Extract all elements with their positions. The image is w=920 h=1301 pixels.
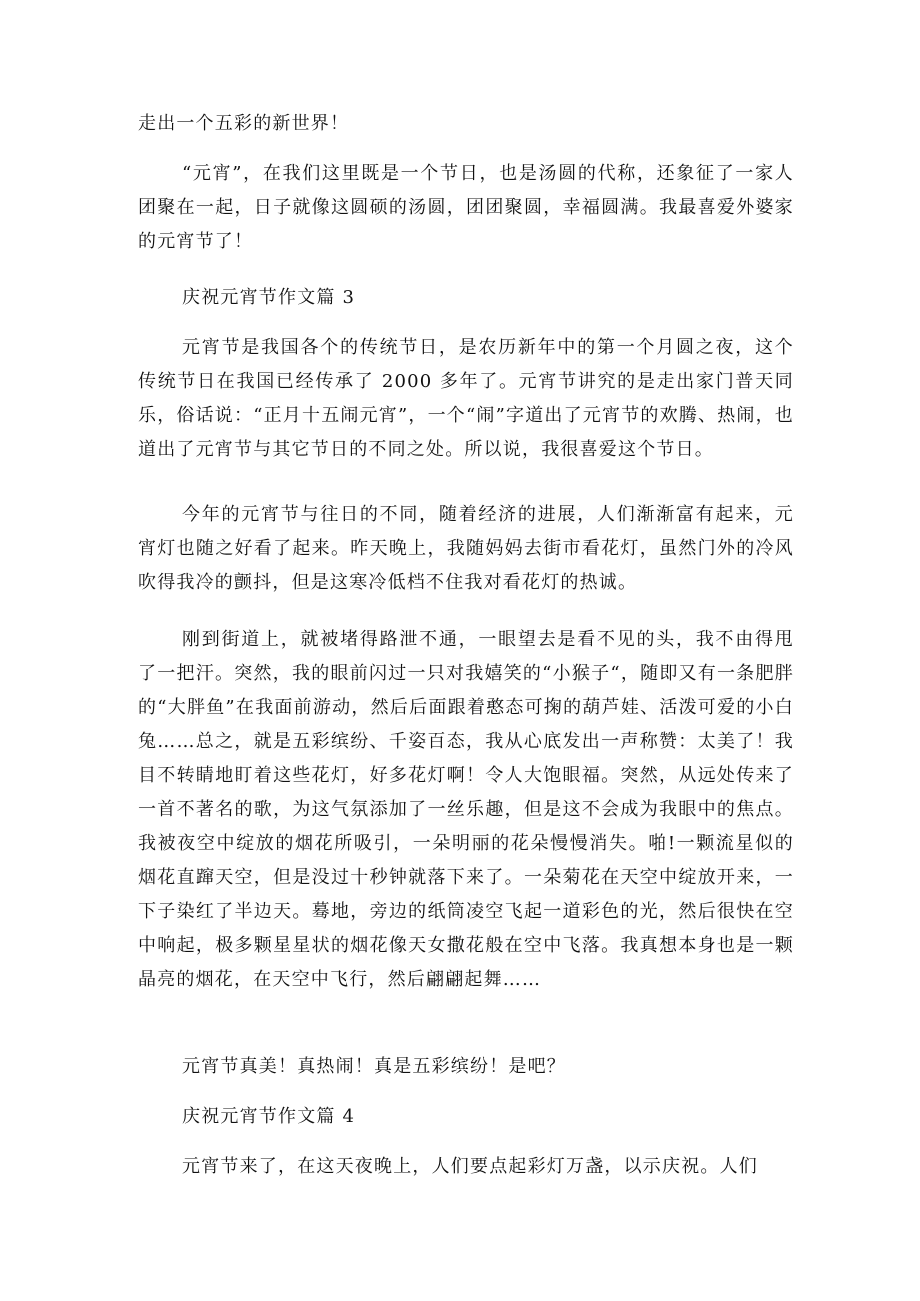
section-heading-4: 庆祝元宵节作文篇 4 bbox=[182, 1106, 356, 1127]
paragraph-4: 今年的元宵节与往日的不同，随着经济的进展，人们渐渐富有起来，元宵灯也随之好看了起来。昨天晚上，我随妈妈去街市看花灯，虽然门外的冷风吹得我冷的颤抖，但是这寒冷低档不住我对看花灯的热诚。 bbox=[138, 504, 794, 593]
section-heading-3: 庆祝元宵节作文篇 3 bbox=[182, 287, 356, 308]
paragraph-3: 元宵节是我国各个的传统节日，是农历新年中的第一个月圆之夜，这个传统节日在我国已经传承了 2000 多年了。元宵节讲究的是走出家门普天同乐，俗话说：“正月十五闹元宵”，一个“闹”字道出了元宵节的欢腾、热闹，也道出了元宵节与其它节日的不同之处。所以说，我很喜爱这个节日。 bbox=[138, 337, 795, 460]
paragraph-2: “元宵”，在我们这里既是一个节日，也是汤圆的代称，还象征了一家人团聚在一起，日子就像这圆硕的汤圆，团团聚圆，幸福圆满。我最喜爱外婆家的元宵节了！ bbox=[138, 163, 794, 252]
paragraph-5: 刚到街道上，就被堵得路泄不通，一眼望去是看不见的头，我不由得甩了一把汗。突然，我的眼前闪过一只对我嬉笑的“小猴子“，随即又有一条肥胖的“大胖鱼”在我面前游动，然后后面跟着憨态可掬的葫芦娃、活泼可爱的小白兔……总之，就是五彩缤纷、千姿百态，我从心底发出一声称赞：太美了！我目不转睛地盯着这些花灯，好多花灯啊！令人大饱眼福。突然，从远处传来了一首不著名的歌，为这气氛添加了一丝乐趣，但是这不会成为我眼中的焦点。我被夜空中绽放的烟花所吸引，一朵明丽的花朵慢慢消失。啪!一颗流星似的烟花直蹿天空，但是没过十秒钟就落下来了。一朵菊花在天空中绽放开来，一下子染红了半边天。蓦地，旁边的纸筒凌空飞起一道彩色的光，然后很快在空中响起，极多颗星星状的烟花像天女撒花般在空中飞落。我真想本身也是一颗晶亮的烟花，在天空中飞行，然后翩翩起舞…… bbox=[138, 629, 794, 990]
paragraph-6: 元宵节真美！真热闹！真是五彩缤纷！是吧？ bbox=[182, 1056, 566, 1077]
paragraph-7: 元宵节来了，在这天夜晚上，人们要点起彩灯万盏，以示庆祝。人们 bbox=[182, 1156, 758, 1177]
paragraph-1: 走出一个五彩的新世界！ bbox=[138, 113, 350, 134]
